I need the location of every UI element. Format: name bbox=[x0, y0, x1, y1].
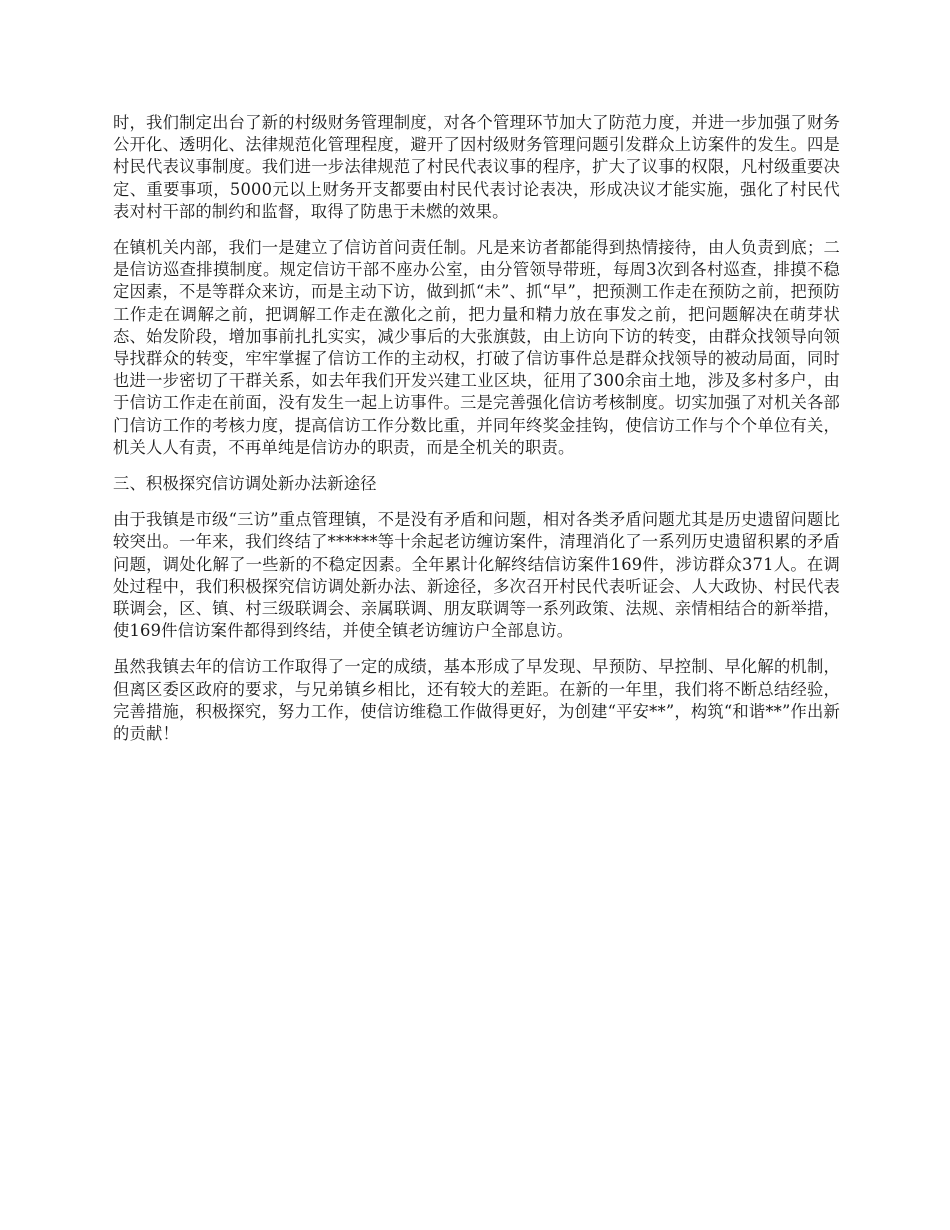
paragraph-mediation: 由于我镇是市级“三访”重点管理镇，不是没有矛盾和问题，相对各类矛盾问题尤其是历史遗留问题比较突出。一年来，我们终结了******等十余起老访缠访案件，清理消化了一系列历史遗留积累的矛盾问题，调处化解了一些新的不稳定因素。全年累计化解终结信访案件169件，涉访群众371人。在调处过程中，我们积极探究信访调处新办法、新途径，多次召开村民代表听证会、人大政协、村民代表联调会，区、镇、村三级联调会、亲属联调、朋友联调等一系列政策、法规、亲情相结合的新举措，使169件信访案件都得到终结，并使全镇老访缠访户全部息访。 bbox=[113, 510, 840, 641]
paragraph-town-agency: 在镇机关内部，我们一是建立了信访首问责任制。凡是来访者都能得到热情接待，由人负责到底；二是信访巡查排摸制度。规定信访干部不座办公室，由分管领导带班，每周3次到各村巡查，排摸不稳定因素，不是等群众来访，而是主动下访，做到抓“未”、抓“早”，把预测工作走在预防之前，把预防工作走在调解之前，把调解工作走在激化之前，把力量和精力放在事发之前，把问题解决在萌芽状态、始发阶段，增加事前扎扎实实，减少事后的大张旗鼓，由上访向下访的转变，由群众找领导向领导找群众的转变，牢牢掌握了信访工作的主动权，打破了信访事件总是群众找领导的被动局面，同时也进一步密切了干群关系，如去年我们开发兴建工业区块，征用了300余亩土地，涉及多村多户，由于信访工作走在前面，没有发生一起上访事件。三是完善强化信访考核制度。切实加强了对机关各部门信访工作的考核力度，提高信访工作分数比重，并同年终奖金挂钩，使信访工作与个个单位有关，机关人人有责，不再单纯是信访办的职责，而是全机关的职责。 bbox=[113, 238, 840, 457]
document-page bbox=[113, 112, 840, 759]
paragraph-village-finance: 时，我们制定出台了新的村级财务管理制度，对各个管理环节加大了防范力度，并进一步加强了财务公开化、透明化、法律规范化管理程度，避开了因村级财务管理问题引发群众上访案件的发生。四是村民代表议事制度。我们进一步法律规范了村民代表议事的程序，扩大了议事的权限，凡村级重要决定、重要事项，5000元以上财务开支都要由村民代表讨论表决，形成决议才能实施，强化了村民代表对村干部的制约和监督，取得了防患于未燃的效果。 bbox=[113, 113, 840, 221]
section-heading: 三、积极探究信访调处新办法新途径 bbox=[113, 474, 377, 494]
paragraph-conclusion: 虽然我镇去年的信访工作取得了一定的成绩，基本形成了早发现、早预防、早控制、早化解的机制，但离区委区政府的要求，与兄弟镇乡相比，还有较大的差距。在新的一年里，我们将不断总结经验，完善措施，积极探究，努力工作，使信访维稳工作做得更好，为创建“平安**”，构筑“和谐**”作出新的贡献！ bbox=[113, 657, 840, 744]
